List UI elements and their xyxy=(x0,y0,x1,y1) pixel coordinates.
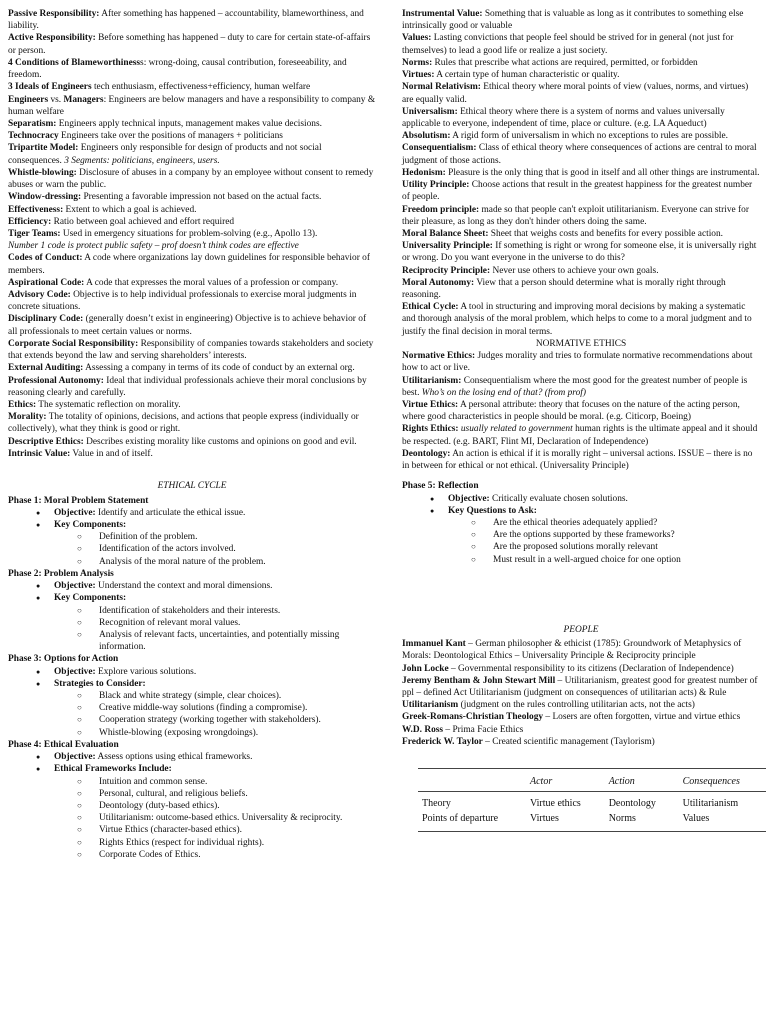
definition-term: Consequentialism: xyxy=(402,143,477,154)
definition-entry xyxy=(402,423,760,447)
definition-term: Values: xyxy=(402,33,432,44)
definition-term: Universality Principle: xyxy=(402,241,493,252)
bottom-columns xyxy=(8,474,760,861)
table-row xyxy=(418,792,766,812)
definition-entry xyxy=(402,8,760,32)
definition-text: A personal attribute: theory that focuses on the nature of the acting person, where good characteristics in people should be moral. (e.g. Citicorp, Boeing) xyxy=(402,400,740,423)
phase-block xyxy=(8,568,376,654)
person-name: Utilitarianism xyxy=(402,700,459,711)
definition-term: Normative Ethics: xyxy=(402,351,476,362)
definition-entry xyxy=(8,57,376,81)
definition-term: Utilitarianism: xyxy=(402,375,462,386)
definition-text: A code that expresses the moral values of a profession or company. xyxy=(84,277,339,288)
table-cell: Virtue ethics xyxy=(530,798,581,810)
definition-entry xyxy=(402,301,760,338)
person-name: Frederick W. Taylor xyxy=(402,736,483,747)
bullet-label: Objective: xyxy=(448,493,490,504)
definition-text: Ideal that individual professionals achieve their moral conclusions by reasoning clearly and carefully. xyxy=(8,375,367,398)
definition-text: The systematic reflection on morality. xyxy=(36,400,181,410)
bullet-text: Assess options using ethical frameworks. xyxy=(95,752,253,763)
person-entry xyxy=(402,724,760,736)
definition-term: Active Responsibility: xyxy=(8,33,96,44)
definition-text: Sheet that weighs costs and benefits for every possible action. xyxy=(488,228,724,239)
bullet-text: Identify and articulate the ethical issue. xyxy=(95,507,246,518)
phase-block xyxy=(8,495,376,568)
phase-bullet-item xyxy=(448,493,760,505)
phase-bullets xyxy=(8,666,376,739)
person-entry xyxy=(402,663,760,675)
people-list xyxy=(402,638,760,748)
definition-term: Window-dressing: xyxy=(8,192,82,203)
definition-term: Effectiveness: xyxy=(8,204,64,215)
definition-text: Engineers take over the positions of managers + politicians xyxy=(58,131,283,142)
normative-ethics-heading: NORMATIVE ETHICS xyxy=(535,338,627,349)
table-cell: Deontology xyxy=(608,798,656,810)
definition-term: Descriptive Ethics: xyxy=(8,436,84,447)
phase-bullet-item xyxy=(54,751,376,763)
sub-bullet-item: ○ Identification of stakeholders and their interests. xyxy=(99,605,376,617)
bullet-label: Strategies to Consider: xyxy=(54,678,146,689)
definition-entry xyxy=(8,216,376,228)
phase-bullet-item xyxy=(448,505,760,566)
person-separator: – xyxy=(555,675,563,686)
definition-term: Advisory Code: xyxy=(8,290,71,301)
person-name: W.D. Ross xyxy=(402,724,444,735)
definition-entry xyxy=(402,448,760,472)
definition-term: Aspirational Code: xyxy=(8,277,85,288)
table-cell: Points of departure xyxy=(418,811,526,832)
sub-bullet-item: ○ Analysis of the moral nature of the problem. xyxy=(99,556,376,568)
phase-bullet-item xyxy=(54,507,376,519)
bullet-label: Key Components: xyxy=(54,519,127,530)
definition-entry xyxy=(8,191,376,203)
definition-entry xyxy=(8,167,376,191)
definition-term: Instrumental Value: xyxy=(402,9,483,19)
definition-text: Consequentialism where the most good for the greatest number of people is best. xyxy=(402,375,748,398)
person-entry xyxy=(402,711,760,723)
definition-term: Virtue Ethics: xyxy=(402,400,459,410)
definition-term: Separatism: xyxy=(8,118,57,129)
definition-term: Tripartite Model: xyxy=(8,143,79,154)
definition-entry xyxy=(402,32,760,56)
definition-term: Reciprocity Principle: xyxy=(402,265,491,276)
person-name: Jeremy Bentham & John Stewart Mill xyxy=(402,675,556,686)
sub-bullet-item: ○ Corporate Codes of Ethics. xyxy=(99,849,376,861)
sub-bullet-item: ○ Must result in a well-argued choice for one option xyxy=(493,554,760,566)
definition-term: Managers xyxy=(63,94,104,105)
phase-bullet-item xyxy=(54,678,376,739)
sub-bullets xyxy=(54,776,376,862)
definition-term: 4 Conditions of Blameworthiness xyxy=(8,57,141,68)
person-description: Governmental responsibility to its citizens (Declaration of Independence) xyxy=(455,663,734,674)
definition-term: Whistle-blowing: xyxy=(8,167,77,178)
ethical-cycle-title: ETHICAL CYCLE xyxy=(157,481,227,492)
definition-entry xyxy=(8,277,376,289)
phase-title: Phase 3: Options for Action xyxy=(8,654,119,665)
definition-text: tech enthusiasm, effectiveness+efficiency, human welfare xyxy=(91,82,311,93)
definition-text: Presenting a favorable impression not based on the actual facts. xyxy=(81,192,322,203)
phases-list xyxy=(8,495,376,862)
definition-entry xyxy=(8,32,376,56)
definition-entry xyxy=(402,179,760,203)
person-description: Utilitarianism, greatest good for greatest number of ppl – defined Act Utilitarianism (judgment on consequences of utilitarian acts) & Rule xyxy=(402,675,758,698)
sub-bullet-item: ○ Black and white strategy (simple, clear choices). xyxy=(99,690,376,702)
definition-entry xyxy=(402,277,760,301)
table-header-cell: Actor xyxy=(526,769,605,792)
definition-note: usually related to government xyxy=(460,424,573,435)
definition-note: Who’s on the losing end of that? (from prof) xyxy=(421,387,587,398)
bullet-label: Ethical Frameworks Include: xyxy=(54,764,172,775)
definition-text: s: wrong-doing, causal contribution, foreseeability, and freedom. xyxy=(8,57,347,81)
sub-bullet-item: ○ Are the options supported by these frameworks? xyxy=(493,529,760,541)
table-cell: Virtues xyxy=(526,811,605,832)
person-description: (judgment on the rules controlling utilitarian acts, not the acts) xyxy=(458,700,695,711)
definition-entry xyxy=(8,436,376,448)
bullet-label: Objective: xyxy=(54,581,96,592)
sub-bullet-item: ○ Identification of the actors involved. xyxy=(99,543,376,555)
definition-entry xyxy=(402,106,760,130)
definition-text: Used in emergency situations for problem-solving (e.g., Apollo 13). xyxy=(60,228,318,239)
definition-text: Responsibility of companies towards stakeholders and society that extends beyond the law and serving shareholders’ interests. xyxy=(8,338,374,362)
definition-text: A certain type of human characteristic or quality. xyxy=(434,70,620,81)
table-header-cell xyxy=(418,769,526,792)
sub-bullet-item: ○ Intuition and common sense. xyxy=(99,776,376,788)
definition-term: Engineers xyxy=(8,94,49,105)
definition-term: Efficiency: xyxy=(8,216,52,227)
definition-entry xyxy=(8,289,376,313)
right-definitions-list xyxy=(402,8,760,338)
definition-text: Ratio between goal achieved and effort required xyxy=(51,216,235,227)
phase-title: Phase 5: Reflection xyxy=(402,481,479,492)
bullet-label: Objective: xyxy=(54,666,96,677)
definition-text: A code where organizations lay down guidelines for responsible behavior of members. xyxy=(8,253,370,276)
definition-text: Class of ethical theory where consequences of actions are central to moral judgment of those actions. xyxy=(402,143,757,166)
sub-bullet-item: ○ Whistle-blowing (exposing wrongdoings). xyxy=(99,727,376,739)
bullet-text: Understand the context and moral dimensions. xyxy=(95,581,273,592)
sub-bullets xyxy=(54,531,376,568)
sub-bullet-item: ○ Personal, cultural, and religious beliefs. xyxy=(99,788,376,800)
definition-term: Norms: xyxy=(402,57,433,68)
definition-text: vs. xyxy=(48,94,64,105)
phase-title: Phase 1: Moral Problem Statement xyxy=(8,495,149,506)
definition-term: Codes of Conduct: xyxy=(8,253,83,264)
definition-entry xyxy=(402,375,760,399)
definition-entry xyxy=(8,375,376,399)
bullet-label: Key Questions to Ask: xyxy=(448,505,537,516)
definition-term: Ethics: xyxy=(8,400,37,410)
person-separator: – xyxy=(465,639,473,650)
normative-definitions-list xyxy=(402,350,760,472)
definition-term: Ethical Cycle: xyxy=(402,302,459,313)
definition-note: Number 1 code is protect public safety – prof doesn’t think codes are effective xyxy=(8,241,299,252)
phase-bullet-item xyxy=(54,592,376,653)
left-definitions xyxy=(8,8,376,472)
definition-text: Something that is valuable as long as it contributes to something else intrinsically good or valuable xyxy=(402,9,744,32)
phase-bullets xyxy=(8,751,376,861)
definition-entry xyxy=(8,142,376,166)
definition-note: 3 Segments: politicians, engineers, users. xyxy=(64,155,220,166)
definition-text: Extent to which a goal is achieved. xyxy=(63,204,197,215)
definition-entry xyxy=(402,350,760,374)
definition-term: Virtues: xyxy=(402,70,435,81)
definition-entry xyxy=(8,313,376,337)
definition-text: A tool in structuring and improving moral decisions by making a systematic and thorough analysis of the moral problem, which helps to come to a moral judgment and to justify the final decision in moral terms. xyxy=(402,302,752,337)
definition-text: Rules that prescribe what actions are required, permitted, or forbidden xyxy=(432,57,698,68)
right-definitions xyxy=(402,8,760,472)
person-entry xyxy=(402,736,760,748)
person-entry xyxy=(402,638,760,662)
definition-text: Lasting convictions that people feel should be strived for in general (not just for themselves) to lead a good life or realize a just society. xyxy=(402,33,734,56)
sub-bullet-item: ○ Are the ethical theories adequately applied? xyxy=(493,517,760,529)
bullet-text: Explore various solutions. xyxy=(95,666,197,677)
definition-entry xyxy=(8,240,376,252)
sub-bullet-item: ○ Creative middle-way solutions (finding a compromise). xyxy=(99,702,376,714)
sub-bullet-item: ○ Cooperation strategy (working together with stakeholders). xyxy=(99,714,376,726)
definition-entry xyxy=(402,265,760,277)
definition-text: made so that people can't exploit utilitarianism. Everyone can strive for their pleasure, as long as they don't hinder others doing the same. xyxy=(402,204,749,227)
sub-bullet-item: ○ Utilitarianism: outcome-based ethics. Universality & reciprocity. xyxy=(99,812,376,824)
definition-entry xyxy=(8,362,376,374)
bullet-label: Objective: xyxy=(54,507,96,518)
definition-text: Objective is to help individual professionals to exercise moral judgments in concrete situations. xyxy=(8,290,357,313)
definition-entry xyxy=(402,204,760,228)
definition-entry xyxy=(8,399,376,411)
phase-block xyxy=(8,653,376,739)
definition-text: Assessing a company in terms of its code of conduct by an external org. xyxy=(83,363,355,374)
left-definitions-list xyxy=(8,8,376,460)
table-header-cell: Action xyxy=(605,769,679,792)
definition-text: : Engineers are below managers and have a responsibility to company & human welfare xyxy=(8,94,376,117)
definition-text: Choose actions that result in the greatest happiness for the greatest number of people. xyxy=(402,180,753,203)
definition-term: Disciplinary Code: xyxy=(8,314,84,325)
definition-entry xyxy=(402,240,760,264)
sub-bullet-item: ○ Analysis of relevant facts, uncertainties, and potentially missing information. xyxy=(99,629,376,653)
top-columns xyxy=(8,8,760,472)
phase-bullet-item xyxy=(54,580,376,592)
definition-text: Describes existing morality like customs and opinions on good and evil. xyxy=(83,436,357,447)
table-cell: Norms xyxy=(605,811,679,832)
definition-entry xyxy=(402,399,760,423)
comparison-table xyxy=(418,768,766,832)
phase-bullet-item xyxy=(54,519,376,568)
definition-entry xyxy=(8,94,376,118)
definition-entry xyxy=(402,130,760,142)
definition-term: Deontology: xyxy=(402,448,451,459)
person-description: German philosopher & ethicist (1785): Groundwork of Metaphysics of Morals: Deontological Ethics – Universality Principle & Reciprocity principle xyxy=(402,639,742,662)
definition-term: Tiger Teams: xyxy=(8,228,61,239)
definition-entry xyxy=(402,228,760,240)
definition-text: human rights is the ultimate appeal and it should be respected. (e.g. BART, Flint MI, Declaration of Independence) xyxy=(402,424,758,447)
phase-block xyxy=(8,739,376,861)
phase-5-block xyxy=(402,480,760,566)
person-separator: – xyxy=(482,736,490,747)
definition-term: Intrinsic Value: xyxy=(8,448,71,459)
definition-text: Ethical theory where moral points of view (values, norms, and virtues) are equally valid. xyxy=(402,82,749,105)
person-separator: – xyxy=(443,724,451,735)
definition-term: Freedom principle: xyxy=(402,204,480,215)
sub-bullets xyxy=(54,690,376,739)
definition-text: If something is right or wrong for someone else, it is universally right or wrong. Do you want everyone in the universe to do this? xyxy=(402,241,757,264)
table-cell: Values xyxy=(679,811,766,832)
definition-term: Professional Autonomy: xyxy=(8,375,104,386)
phase-bullets xyxy=(8,507,376,568)
person-name: Greek-Romans-Christian Theology xyxy=(402,712,544,723)
definition-entry xyxy=(402,81,760,105)
phase-bullets xyxy=(402,493,760,566)
table-header-row xyxy=(418,769,766,792)
sub-bullet-item: ○ Recognition of relevant moral values. xyxy=(99,617,376,629)
definition-term: Technocracy xyxy=(8,131,59,142)
definition-entry xyxy=(402,69,760,81)
definition-text: An action is ethical if it is morally right – universal actions. ISSUE – there is no in between for ethical or not ethical. (Universality Principle) xyxy=(402,448,753,472)
definition-entry xyxy=(8,8,376,32)
definition-term: Passive Responsibility: xyxy=(8,9,100,19)
sub-bullet-item: ○ Virtue Ethics (character-based ethics). xyxy=(99,824,376,836)
definition-text: The totality of opinions, decisions, and actions that people express (individually or collectively), what they think is good or right. xyxy=(8,412,359,435)
definition-term: Moral Autonomy: xyxy=(402,277,475,288)
sub-bullet-item: ○ Rights Ethics (respect for individual rights). xyxy=(99,837,376,849)
definition-text: Disclosure of abuses in a company by an employee without consent to remedy abuses or warn the public. xyxy=(8,167,374,191)
definition-term: Hedonism: xyxy=(402,167,446,178)
bullet-label: Objective: xyxy=(54,752,96,763)
definition-entry xyxy=(8,204,376,216)
table-row xyxy=(418,811,766,832)
right-bottom-section xyxy=(402,474,760,861)
definition-term: Moral Balance Sheet: xyxy=(402,228,489,239)
phase-bullets xyxy=(8,580,376,653)
sub-bullet-item: ○ Are the proposed solutions morally relevant xyxy=(493,541,760,553)
definition-entry xyxy=(8,338,376,362)
phase-title: Phase 4: Ethical Evaluation xyxy=(8,739,119,750)
sub-bullet-item: ○ Deontology (duty-based ethics). xyxy=(99,800,376,812)
person-separator: – xyxy=(448,663,456,674)
definition-term: Normal Relativism: xyxy=(402,82,481,93)
definition-entry xyxy=(402,57,760,69)
person-description: Losers are often forgotten, virtue and virtue ethics xyxy=(550,712,741,723)
definition-entry xyxy=(8,118,376,130)
people-title: PEOPLE xyxy=(563,624,599,635)
definition-term: Rights Ethics: xyxy=(402,424,459,435)
definition-text: After something has happened – accountability, blameworthiness, and liability. xyxy=(8,9,364,32)
definition-entry xyxy=(8,130,376,142)
definition-text: A rigid form of universalism in which no exceptions to rules are possible. xyxy=(450,131,729,142)
definition-text: Engineers only responsible for design of products and not social consequences. xyxy=(8,143,322,166)
phase-title: Phase 2: Problem Analysis xyxy=(8,568,114,579)
sub-bullets xyxy=(54,605,376,654)
definition-entry xyxy=(8,252,376,276)
definition-text: Pleasure is the only thing that is good in itself and all other things are instrumental. xyxy=(445,167,760,178)
person-name: John Locke xyxy=(402,663,449,674)
definition-term: Utility Principle: xyxy=(402,180,470,191)
definition-entry xyxy=(8,81,376,93)
definition-text: Engineers apply technical inputs, management makes value decisions. xyxy=(56,118,322,129)
bullet-text: Critically evaluate chosen solutions. xyxy=(489,493,628,504)
definition-text: Judges morality and tries to formulate normative recommendations about how to act or live. xyxy=(402,351,753,374)
person-entry xyxy=(402,675,760,712)
phase-bullet-item xyxy=(54,763,376,861)
person-description: Prima Facie Ethics xyxy=(450,724,524,735)
phase-bullet-item xyxy=(54,666,376,678)
phase-block xyxy=(402,480,760,566)
definition-term: Universalism: xyxy=(402,106,458,117)
bullet-label: Key Components: xyxy=(54,593,127,604)
definition-text: Never use others to achieve your own goals. xyxy=(490,265,659,276)
sub-bullet-item: ○ Definition of the problem. xyxy=(99,531,376,543)
definition-entry xyxy=(8,448,376,460)
definition-term: Morality: xyxy=(8,412,47,423)
definition-text: Before something has happened – duty to care for certain state-of-affairs or person. xyxy=(8,33,371,56)
table-cell: Theory xyxy=(422,798,451,810)
definition-text: (generally doesn’t exist in engineering) Objective is to achieve behavior of all professionals to meet certain values or norms. xyxy=(8,314,367,337)
person-description: Created scientific management (Taylorism) xyxy=(489,736,655,747)
table-cell: Utilitarianism xyxy=(682,798,739,810)
sub-bullets xyxy=(448,517,760,566)
definition-text: View that a person should determine what is morally right through reasoning. xyxy=(402,277,726,301)
definition-term: 3 Ideals of Engineers xyxy=(8,82,92,93)
person-separator: – xyxy=(543,712,551,723)
definition-entry xyxy=(402,142,760,166)
ethical-cycle-section xyxy=(8,474,376,861)
definition-text: Ethical theory where there is a system of norms and values universally applicable to everyone, independent of time, place or culture. (e.g. LA Aqueduct) xyxy=(402,106,725,129)
definition-text: Value in and of itself. xyxy=(70,448,153,459)
definition-entry xyxy=(8,228,376,240)
definition-entry xyxy=(8,411,376,435)
definition-term: Absolutism: xyxy=(402,131,451,142)
table-header-cell: Consequences xyxy=(679,769,766,792)
definition-term: External Auditing: xyxy=(8,363,84,374)
definition-term: Corporate Social Responsibility: xyxy=(8,338,139,349)
person-name: Immanuel Kant xyxy=(402,639,466,650)
definition-entry xyxy=(402,167,760,179)
